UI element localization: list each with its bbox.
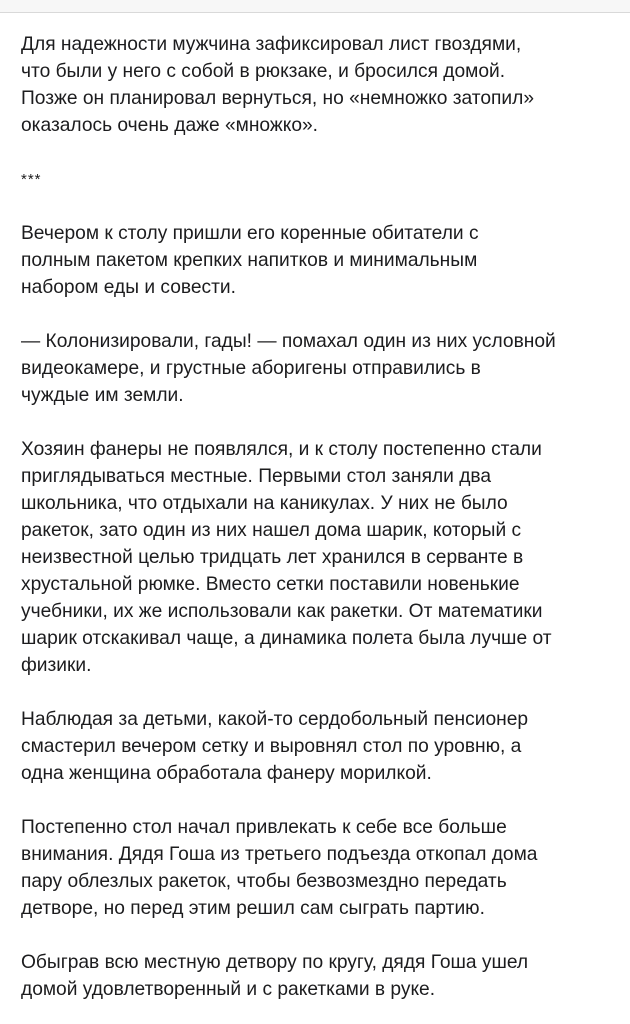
text-line: Постепенно стол начал привлекать к себе все больше [21,817,507,838]
paragraph-2 [21,220,621,301]
top-divider [0,0,630,13]
text-line: Вечером к столу пришли его коренные обитатели с [21,223,479,244]
text-line: домой удовлетворенный и с ракетками в руке. [21,979,436,1000]
text-line: смастерил вечером сетку и выровнял стол по уровню, а [21,736,522,757]
text-line: внимания. Дядя Гоша из третьего подъезда откопал дома [21,844,538,865]
text-line: приглядываться местные. Первыми стол заняли два [21,466,492,487]
text-line: физики. [21,655,92,676]
text-line: набором еды и совести. [21,277,236,298]
text-line: Позже он планировал вернуться, но «немножко затопил» [21,88,535,109]
text-line: что были у него с собой в рюкзаке, и бросился домой. [21,61,506,82]
article-body [21,31,621,1003]
text-line: детворе, но перед этим решил сам сыграть партию. [21,898,485,919]
text-line: Наблюдая за детьми, какой-то сердобольный пенсионер [21,709,529,730]
text-line: одна женщина обработала фанеру морилкой. [21,763,432,784]
paragraph-6 [21,814,621,922]
text-line: видеокамере, и грустные аборигены отправились в [21,358,481,379]
text-line: чуждые им земли. [21,385,184,406]
text-line: Хозяин фанеры не появлялся, и к столу постепенно стали [21,439,542,460]
text-line: неизвестной целью тридцать лет хранился в серванте в [21,547,524,568]
paragraph-7 [21,949,621,1003]
text-line: пару облезлых ракеток, чтобы безвозмездно передать [21,871,507,892]
paragraph-5 [21,706,621,787]
text-line: школьника, что отдыхали на каникулах. У них не было [21,493,508,514]
text-line: хрустальной рюмке. Вместо сетки поставили новенькие [21,574,520,595]
text-line: ракеток, зато один из них нашел дома шарик, который с [21,520,522,541]
text-line: учебники, их же использовали как ракетки. От математики [21,601,543,622]
text-line: шарик отскакивал чаще, а динамика полета была лучше от [21,628,552,649]
text-line: — Колонизировали, гады! — помахал один из них условной [21,331,556,352]
paragraph-1 [21,31,621,139]
text-line: оказалось очень даже «множко». [21,115,318,136]
text-line: Обыграв всю местную детвору по кругу, дядя Гоша ушел [21,952,529,973]
paragraph-4 [21,436,621,679]
section-separator: *** [21,171,42,188]
text-line: полным пакетом крепких напитков и минимальным [21,250,478,271]
text-line: Для надежности мужчина зафиксировал лист гвоздями, [21,34,522,55]
paragraph-3 [21,328,621,409]
